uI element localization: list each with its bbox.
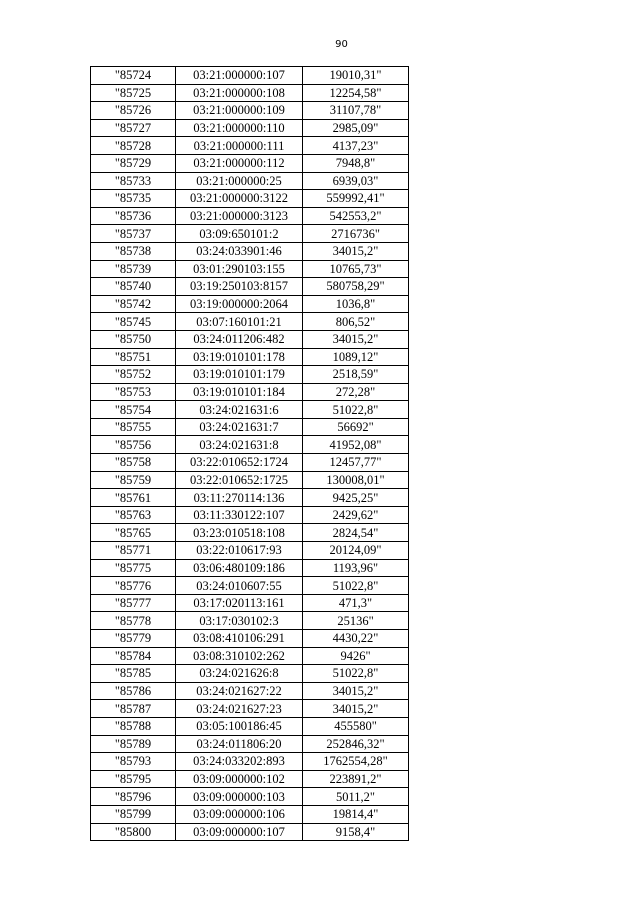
value-cell: 223891,2" <box>303 770 409 788</box>
cadastral-number-cell: 03:08:310102:262 <box>176 647 303 665</box>
table-row <box>91 770 409 788</box>
cadastral-number-cell: 03:07:160101:21 <box>176 313 303 331</box>
record-number-cell: "85736 <box>91 207 176 225</box>
value-cell: 2985,09" <box>303 119 409 137</box>
cadastral-number-cell: 03:21:000000:108 <box>176 84 303 102</box>
table-row <box>91 278 409 296</box>
record-number-cell: "85753 <box>91 383 176 401</box>
value-cell: 19814,4" <box>303 805 409 823</box>
table-row <box>91 225 409 243</box>
cadastral-number-cell: 03:21:000000:3123 <box>176 207 303 225</box>
record-number-cell: "85789 <box>91 735 176 753</box>
table-row <box>91 172 409 190</box>
value-cell: 7948,8" <box>303 154 409 172</box>
value-cell: 10765,73" <box>303 260 409 278</box>
cadastral-number-cell: 03:01:290103:155 <box>176 260 303 278</box>
record-number-cell: "85724 <box>91 67 176 85</box>
value-cell: 34015,2" <box>303 330 409 348</box>
value-cell: 25136" <box>303 612 409 630</box>
cadastral-number-cell: 03:22:010652:1725 <box>176 471 303 489</box>
value-cell: 471,3" <box>303 594 409 612</box>
cadastral-number-cell: 03:06:480109:186 <box>176 559 303 577</box>
value-cell: 580758,29" <box>303 278 409 296</box>
record-number-cell: "85756 <box>91 436 176 454</box>
cadastral-number-cell: 03:11:330122:107 <box>176 506 303 524</box>
table-row <box>91 260 409 278</box>
record-number-cell: "85729 <box>91 154 176 172</box>
value-cell: 51022,8" <box>303 577 409 595</box>
record-number-cell: "85725 <box>91 84 176 102</box>
record-number-cell: "85751 <box>91 348 176 366</box>
record-number-cell: "85796 <box>91 788 176 806</box>
table-row <box>91 612 409 630</box>
cadastral-number-cell: 03:24:021631:7 <box>176 418 303 436</box>
value-cell: 1762554,28" <box>303 753 409 771</box>
record-number-cell: "85771 <box>91 542 176 560</box>
table-body <box>91 67 409 841</box>
record-number-cell: "85758 <box>91 454 176 472</box>
table-row <box>91 735 409 753</box>
table-row <box>91 137 409 155</box>
cadastral-number-cell: 03:24:033901:46 <box>176 242 303 260</box>
value-cell: 130008,01" <box>303 471 409 489</box>
cadastral-number-cell: 03:21:000000:109 <box>176 102 303 120</box>
cadastral-number-cell: 03:24:011206:482 <box>176 330 303 348</box>
value-cell: 9425,25" <box>303 489 409 507</box>
table-row <box>91 630 409 648</box>
record-number-cell: "85738 <box>91 242 176 260</box>
table-row <box>91 102 409 120</box>
value-cell: 6939,03" <box>303 172 409 190</box>
table-row <box>91 84 409 102</box>
value-cell: 12254,58" <box>303 84 409 102</box>
cadastral-number-cell: 03:24:010607:55 <box>176 577 303 595</box>
value-cell: 2824,54" <box>303 524 409 542</box>
table-row <box>91 489 409 507</box>
record-number-cell: "85800 <box>91 823 176 841</box>
table-row <box>91 542 409 560</box>
table-row <box>91 788 409 806</box>
record-number-cell: "85776 <box>91 577 176 595</box>
table-row <box>91 154 409 172</box>
cadastral-number-cell: 03:21:000000:112 <box>176 154 303 172</box>
value-cell: 4137,23" <box>303 137 409 155</box>
table-row <box>91 647 409 665</box>
cadastral-number-cell: 03:21:000000:107 <box>176 67 303 85</box>
record-number-cell: "85739 <box>91 260 176 278</box>
record-number-cell: "85765 <box>91 524 176 542</box>
table-row <box>91 313 409 331</box>
value-cell: 12457,77" <box>303 454 409 472</box>
table-row <box>91 506 409 524</box>
record-number-cell: "85779 <box>91 630 176 648</box>
value-cell: 1193,96" <box>303 559 409 577</box>
table-row <box>91 366 409 384</box>
value-cell: 20124,09" <box>303 542 409 560</box>
cadastral-number-cell: 03:09:650101:2 <box>176 225 303 243</box>
record-number-cell: "85754 <box>91 401 176 419</box>
table-row <box>91 242 409 260</box>
cadastral-number-cell: 03:08:410106:291 <box>176 630 303 648</box>
table-row <box>91 207 409 225</box>
value-cell: 455580" <box>303 717 409 735</box>
cadastral-number-cell: 03:24:021626:8 <box>176 665 303 683</box>
table-row <box>91 717 409 735</box>
record-number-cell: "85775 <box>91 559 176 577</box>
table-row <box>91 471 409 489</box>
cadastral-number-cell: 03:19:250103:8157 <box>176 278 303 296</box>
table-row <box>91 418 409 436</box>
table-row <box>91 524 409 542</box>
value-cell: 5011,2" <box>303 788 409 806</box>
value-cell: 252846,32" <box>303 735 409 753</box>
record-number-cell: "85784 <box>91 647 176 665</box>
record-number-cell: "85788 <box>91 717 176 735</box>
cadastral-number-cell: 03:24:033202:893 <box>176 753 303 771</box>
record-number-cell: "85726 <box>91 102 176 120</box>
cadastral-value-table <box>90 66 409 841</box>
record-number-cell: "85763 <box>91 506 176 524</box>
table-row <box>91 559 409 577</box>
table-row <box>91 805 409 823</box>
record-number-cell: "85778 <box>91 612 176 630</box>
table-row <box>91 594 409 612</box>
page-number: 90 <box>335 39 348 50</box>
record-number-cell: "85728 <box>91 137 176 155</box>
cadastral-number-cell: 03:09:000000:107 <box>176 823 303 841</box>
table-row <box>91 295 409 313</box>
record-number-cell: "85795 <box>91 770 176 788</box>
value-cell: 31107,78" <box>303 102 409 120</box>
table-row <box>91 383 409 401</box>
table-row <box>91 823 409 841</box>
record-number-cell: "85752 <box>91 366 176 384</box>
value-cell: 9426" <box>303 647 409 665</box>
record-number-cell: "85733 <box>91 172 176 190</box>
table-row <box>91 348 409 366</box>
record-number-cell: "85750 <box>91 330 176 348</box>
value-cell: 542553,2" <box>303 207 409 225</box>
cadastral-number-cell: 03:24:011806:20 <box>176 735 303 753</box>
value-cell: 56692" <box>303 418 409 436</box>
record-number-cell: "85742 <box>91 295 176 313</box>
cadastral-number-cell: 03:09:000000:106 <box>176 805 303 823</box>
table-row <box>91 190 409 208</box>
cadastral-number-cell: 03:24:021631:8 <box>176 436 303 454</box>
record-number-cell: "85735 <box>91 190 176 208</box>
table-row <box>91 753 409 771</box>
record-number-cell: "85787 <box>91 700 176 718</box>
record-number-cell: "85745 <box>91 313 176 331</box>
value-cell: 34015,2" <box>303 242 409 260</box>
record-number-cell: "85761 <box>91 489 176 507</box>
cadastral-number-cell: 03:17:020113:161 <box>176 594 303 612</box>
record-number-cell: "85759 <box>91 471 176 489</box>
cadastral-number-cell: 03:21:000000:110 <box>176 119 303 137</box>
cadastral-number-cell: 03:24:021627:23 <box>176 700 303 718</box>
value-cell: 1036,8" <box>303 295 409 313</box>
record-number-cell: "85740 <box>91 278 176 296</box>
cadastral-number-cell: 03:19:010101:179 <box>176 366 303 384</box>
cadastral-number-cell: 03:24:021627:22 <box>176 682 303 700</box>
table-row <box>91 67 409 85</box>
value-cell: 34015,2" <box>303 682 409 700</box>
value-cell: 2429,62" <box>303 506 409 524</box>
value-cell: 559992,41" <box>303 190 409 208</box>
table-row <box>91 401 409 419</box>
cadastral-number-cell: 03:24:021631:6 <box>176 401 303 419</box>
record-number-cell: "85727 <box>91 119 176 137</box>
value-cell: 1089,12" <box>303 348 409 366</box>
value-cell: 19010,31" <box>303 67 409 85</box>
value-cell: 2716736" <box>303 225 409 243</box>
record-number-cell: "85793 <box>91 753 176 771</box>
cadastral-number-cell: 03:19:010101:184 <box>176 383 303 401</box>
cadastral-number-cell: 03:21:000000:25 <box>176 172 303 190</box>
cadastral-number-cell: 03:17:030102:3 <box>176 612 303 630</box>
table-row <box>91 682 409 700</box>
cadastral-number-cell: 03:19:000000:2064 <box>176 295 303 313</box>
table-row <box>91 454 409 472</box>
value-cell: 4430,22" <box>303 630 409 648</box>
cadastral-number-cell: 03:05:100186:45 <box>176 717 303 735</box>
value-cell: 51022,8" <box>303 401 409 419</box>
record-number-cell: "85785 <box>91 665 176 683</box>
cadastral-number-cell: 03:09:000000:103 <box>176 788 303 806</box>
table-row <box>91 436 409 454</box>
table-row <box>91 700 409 718</box>
table-row <box>91 330 409 348</box>
record-number-cell: "85786 <box>91 682 176 700</box>
cadastral-number-cell: 03:23:010518:108 <box>176 524 303 542</box>
cadastral-number-cell: 03:21:000000:111 <box>176 137 303 155</box>
record-number-cell: "85755 <box>91 418 176 436</box>
cadastral-number-cell: 03:22:010652:1724 <box>176 454 303 472</box>
cadastral-number-cell: 03:19:010101:178 <box>176 348 303 366</box>
value-cell: 806,52" <box>303 313 409 331</box>
value-cell: 272,28" <box>303 383 409 401</box>
value-cell: 34015,2" <box>303 700 409 718</box>
record-number-cell: "85799 <box>91 805 176 823</box>
table-row <box>91 577 409 595</box>
cadastral-number-cell: 03:22:010617:93 <box>176 542 303 560</box>
record-number-cell: "85737 <box>91 225 176 243</box>
cadastral-number-cell: 03:11:270114:136 <box>176 489 303 507</box>
value-cell: 9158,4" <box>303 823 409 841</box>
record-number-cell: "85777 <box>91 594 176 612</box>
cadastral-number-cell: 03:09:000000:102 <box>176 770 303 788</box>
table-row <box>91 665 409 683</box>
table-row <box>91 119 409 137</box>
value-cell: 41952,08" <box>303 436 409 454</box>
value-cell: 51022,8" <box>303 665 409 683</box>
cadastral-number-cell: 03:21:000000:3122 <box>176 190 303 208</box>
value-cell: 2518,59" <box>303 366 409 384</box>
